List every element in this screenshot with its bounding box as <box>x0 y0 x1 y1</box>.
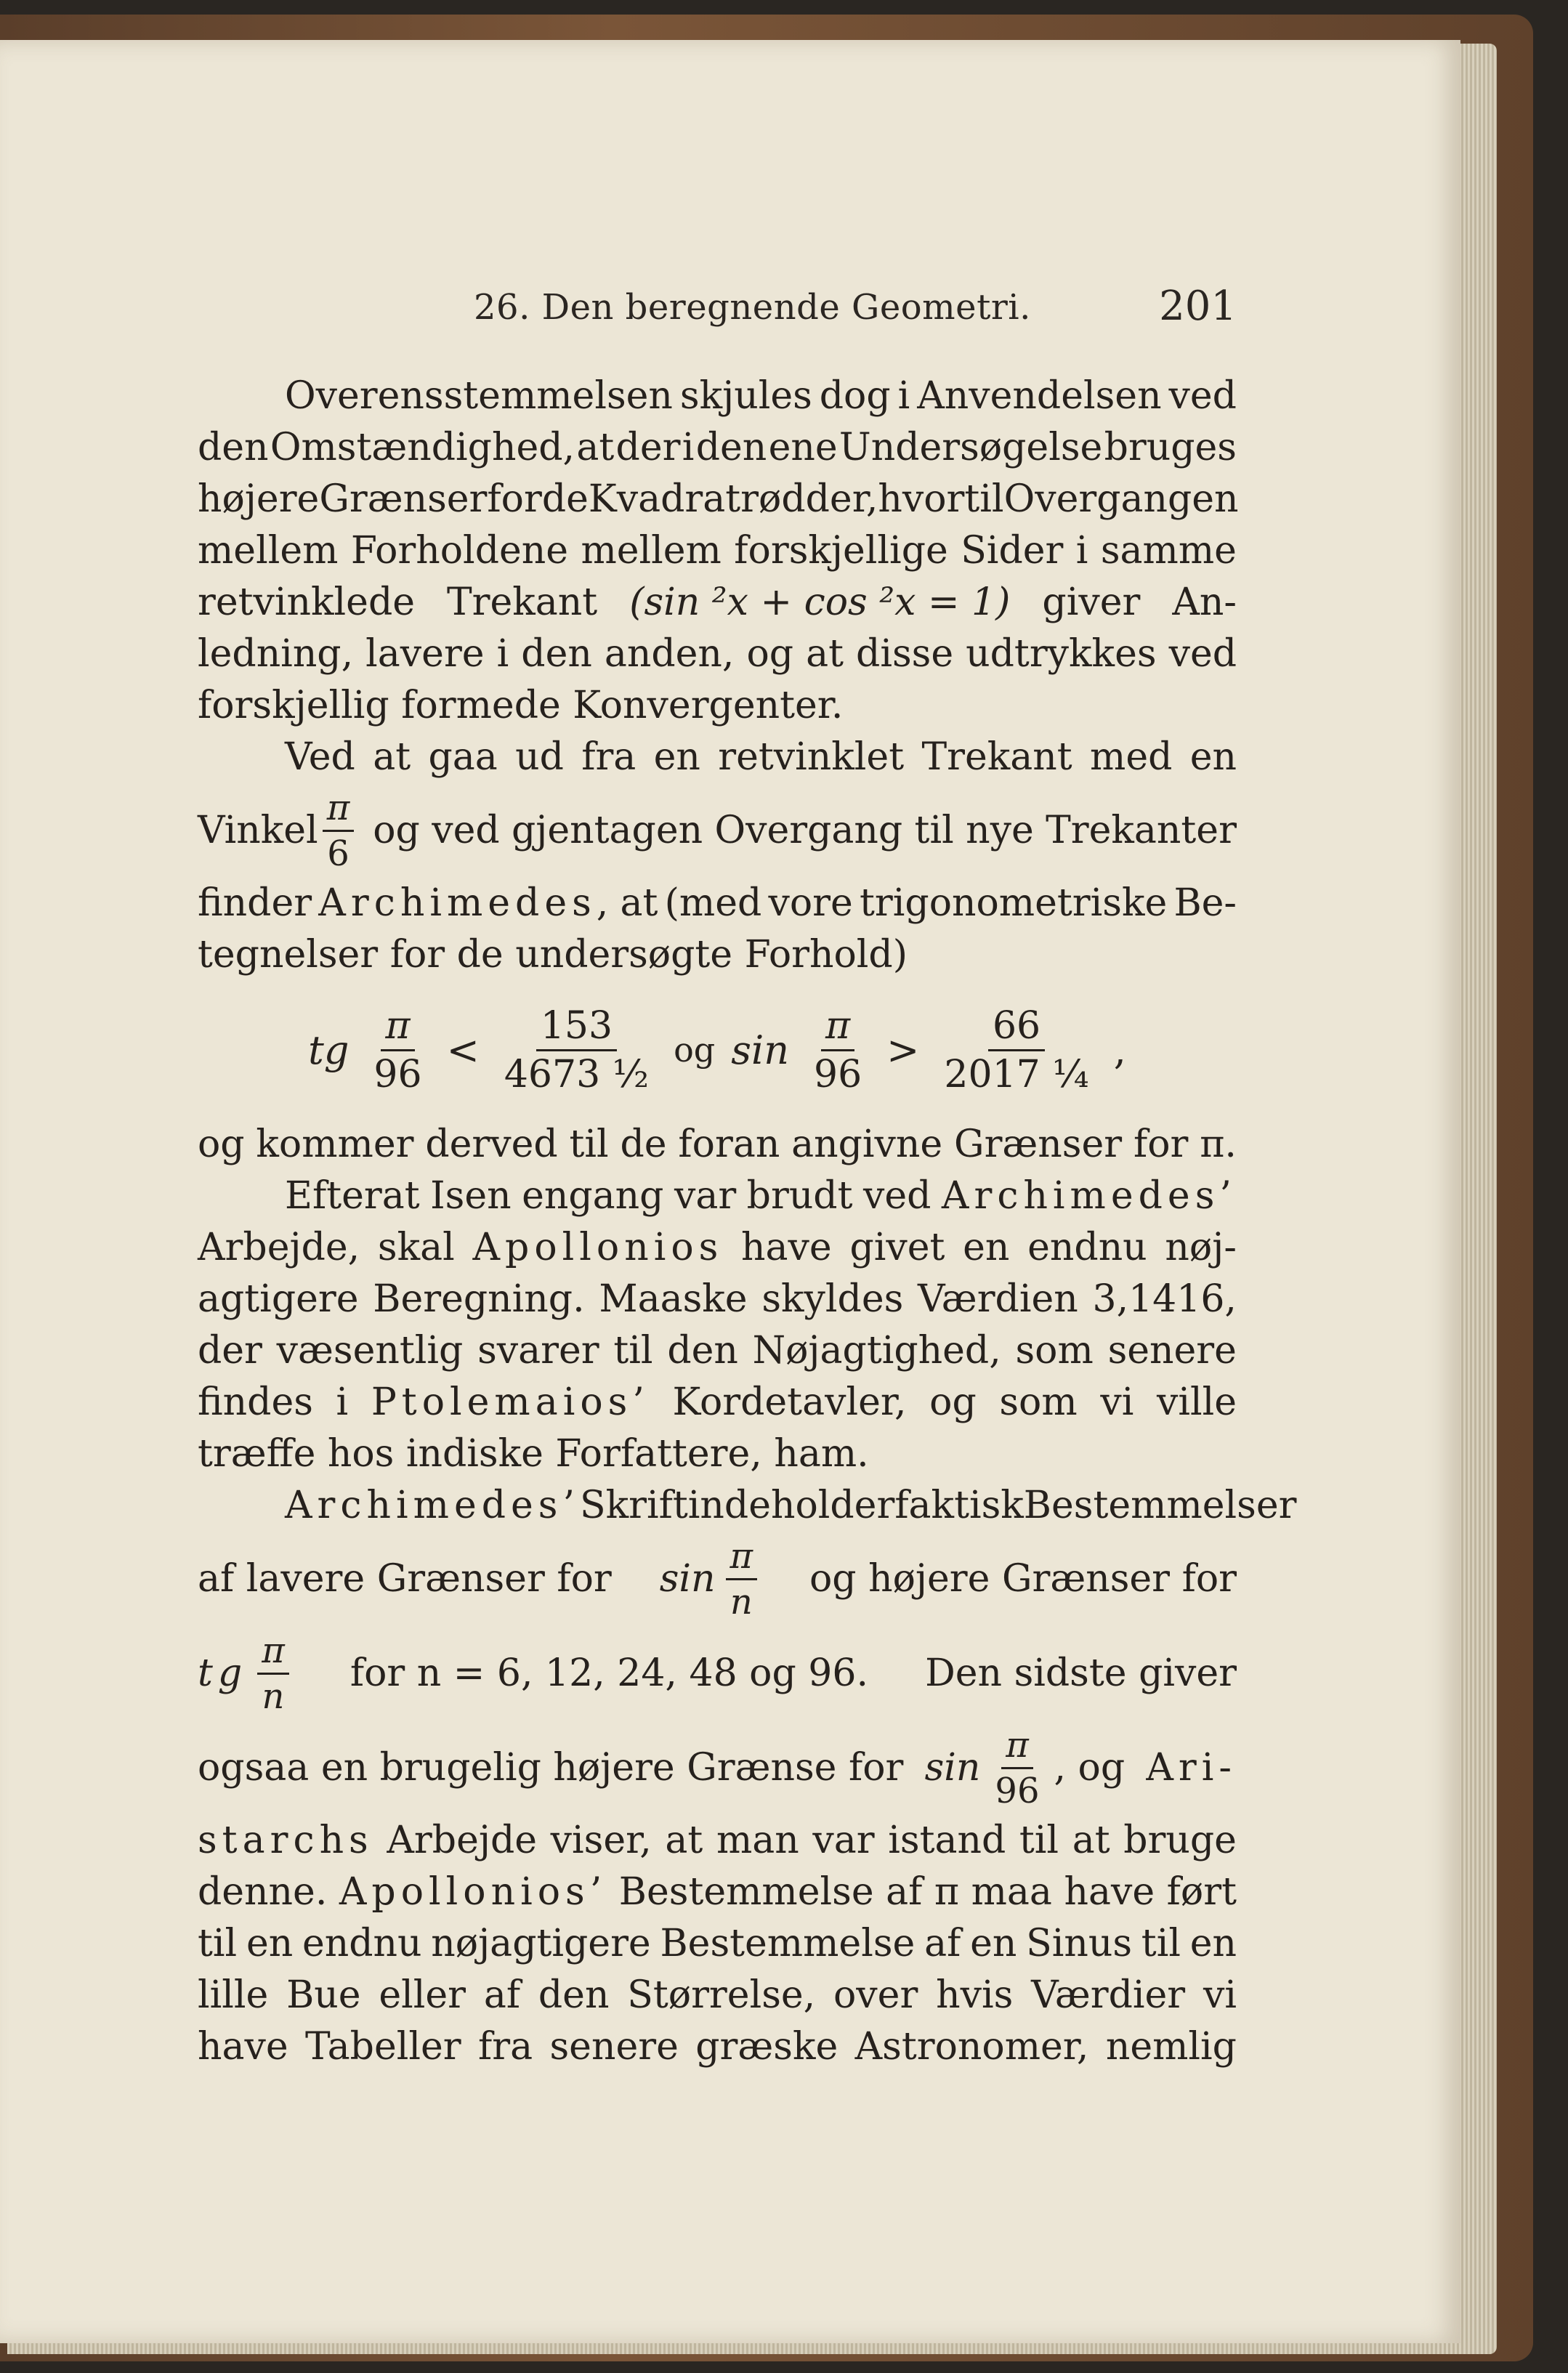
fraction-numerator: π <box>381 1007 414 1051</box>
word: anden, <box>604 632 735 676</box>
word: en <box>653 735 700 779</box>
word: Trekanter <box>1046 809 1237 852</box>
word-group: ogsaa en brugelig højere Grænse for <box>198 1746 904 1790</box>
word: en <box>1189 735 1237 779</box>
word: at <box>665 1819 703 1862</box>
word: (med <box>664 881 762 925</box>
word: giver <box>1042 581 1141 624</box>
text-line <box>198 732 1237 783</box>
text-line <box>198 1377 1237 1428</box>
chapter-title: 26. Den beregnende Geometri. <box>474 287 1031 328</box>
word: med <box>1090 735 1173 779</box>
word: maa <box>971 1870 1052 1914</box>
word: endnu <box>302 1922 422 1965</box>
greater-than-sign: > <box>886 1027 920 1073</box>
text-line <box>198 878 1237 929</box>
text-line <box>198 1171 1237 1222</box>
word: Sinus <box>1026 1922 1133 1965</box>
fraction-numerator: π <box>257 1633 289 1675</box>
text-line <box>198 1274 1237 1325</box>
word: Maaske <box>599 1277 748 1321</box>
word: have <box>198 2025 288 2069</box>
word: ved <box>1168 632 1237 676</box>
word: kommer <box>256 1123 414 1166</box>
running-header <box>198 283 1237 338</box>
word: at <box>373 735 411 779</box>
fraction-denominator: 2017 ¼ <box>944 1052 1089 1096</box>
word: skal <box>377 1226 455 1269</box>
word: der <box>198 1329 262 1373</box>
text-line <box>198 577 1237 628</box>
word: i <box>496 632 509 676</box>
word: skjules <box>679 374 812 418</box>
word: lille <box>198 1973 269 2017</box>
word: Overgang <box>714 809 903 852</box>
word: nye <box>966 809 1034 852</box>
word: mellem <box>581 529 722 573</box>
word: til <box>1141 1922 1181 1965</box>
word: var <box>674 1174 737 1218</box>
word: højere <box>198 477 320 521</box>
word: Bestemmelse <box>660 1922 916 1965</box>
word: og <box>373 809 420 852</box>
word: at <box>620 881 658 925</box>
word: vi <box>1203 1973 1237 2017</box>
word: græske <box>695 2025 838 2069</box>
word-group: af lavere Grænser for <box>198 1557 612 1601</box>
word: findes <box>198 1380 313 1424</box>
word-group: , og <box>1054 1746 1126 1790</box>
word-group: og højere Grænser for <box>809 1557 1237 1601</box>
word: Trekant <box>921 735 1072 779</box>
text-line <box>198 1970 1237 2021</box>
word: mellem <box>198 529 339 573</box>
word: Skrift <box>580 1484 688 1527</box>
sin-symbol: sin <box>659 1557 716 1601</box>
word: Værdier <box>1031 1973 1186 2017</box>
word: svarer <box>477 1329 599 1373</box>
word: Bestemmelser <box>1023 1484 1297 1527</box>
word: ud <box>515 735 564 779</box>
word: agtigere <box>198 1277 359 1321</box>
word: gaa <box>428 735 498 779</box>
word: vore <box>768 881 853 925</box>
word: ledning, <box>198 632 354 676</box>
fraction-pi-over-96 <box>369 1003 426 1096</box>
word: samme <box>1100 529 1237 573</box>
word: brudt <box>746 1174 853 1218</box>
word: der <box>615 426 681 469</box>
word: Overensstemmelsen <box>285 374 673 418</box>
word: Vinkel <box>198 809 318 852</box>
word: ved <box>1168 374 1237 418</box>
word: i <box>336 1380 349 1424</box>
word: forskjellige <box>734 529 948 573</box>
word: endnu <box>1027 1226 1147 1269</box>
word-group <box>373 783 1237 878</box>
sin-pi-over-n <box>660 1532 761 1626</box>
word: Isen <box>430 1174 512 1218</box>
tg-pi-over-n <box>198 1626 294 1721</box>
text-line <box>198 371 1237 422</box>
word: Omstændighed, <box>270 426 575 469</box>
display-formula <box>198 981 1237 1119</box>
word: Værdien <box>918 1277 1078 1321</box>
word: Be- <box>1173 881 1237 925</box>
word: af <box>483 1973 521 2017</box>
word: nøj- <box>1165 1226 1237 1269</box>
fraction-numerator: 66 <box>988 1007 1045 1051</box>
fraction-pi-over-n <box>257 1630 289 1717</box>
word: for <box>1133 1123 1189 1166</box>
word: Ved <box>285 735 355 779</box>
fraction-denominator: 6 <box>327 833 349 874</box>
text-line-fraction <box>198 783 1237 878</box>
word: bruges <box>1104 426 1237 469</box>
word: have <box>741 1226 832 1269</box>
text-line: træffe hos indiske Forfattere, ham. <box>198 1432 869 1476</box>
text-line <box>198 1119 1237 1171</box>
word: i <box>1075 529 1088 573</box>
text-line <box>198 1222 1237 1274</box>
word: fra <box>478 2025 533 2069</box>
fraction-153 <box>500 1003 653 1096</box>
word: de <box>541 477 589 521</box>
text-line <box>198 1325 1237 1377</box>
word: hvis <box>936 1973 1014 2017</box>
fraction-numerator: π <box>323 791 355 832</box>
fraction-pi-over-n <box>726 1535 758 1622</box>
word: at <box>1072 1819 1110 1862</box>
word: Undersøgelse <box>838 426 1103 469</box>
word: skyldes <box>761 1277 904 1321</box>
text-line <box>198 1918 1237 1970</box>
word: Apollonios <box>472 1226 724 1269</box>
word: Beregning. <box>373 1277 585 1321</box>
word: faktisk <box>894 1484 1024 1527</box>
tg-symbol: tg <box>308 1027 349 1073</box>
word: Grænser <box>954 1123 1123 1166</box>
book-page <box>0 40 1460 2343</box>
word: Sider <box>961 529 1064 573</box>
fraction-numerator: π <box>1001 1728 1033 1769</box>
word: og <box>929 1380 977 1424</box>
word: finder <box>198 881 312 925</box>
word: starchs <box>198 1819 373 1862</box>
word: Arbejde <box>387 1819 538 1862</box>
word: Nøjagtighed, <box>752 1329 1001 1373</box>
word: en <box>970 1922 1017 1965</box>
word: Astronomer, <box>854 2025 1089 2069</box>
text-line <box>198 474 1237 525</box>
word: til <box>914 809 954 852</box>
word: derved <box>425 1123 558 1166</box>
fraction-denominator: 96 <box>373 1052 422 1096</box>
word: i <box>682 426 695 469</box>
text-line <box>198 2021 1237 2073</box>
word: nemlig <box>1105 2025 1237 2069</box>
text-line <box>198 1867 1237 1918</box>
word: man <box>716 1819 799 1862</box>
word: denne. <box>198 1870 328 1914</box>
text-line: forskjellig formede Konvergenter. <box>198 684 844 727</box>
word: (sin ²x + cos ²x = 1) <box>629 581 1011 624</box>
text-line <box>198 1815 1237 1867</box>
word: i <box>897 374 910 418</box>
word-group: for n = 6, 12, 24, 48 og 96. <box>349 1652 868 1695</box>
word: Ptolemaios’ <box>371 1380 650 1424</box>
fraction-pi-over-6 <box>323 787 355 874</box>
text-line-fraction <box>198 1721 1237 1815</box>
word: af <box>924 1922 961 1965</box>
word: og <box>746 632 794 676</box>
word: bruge <box>1123 1819 1237 1862</box>
word: en <box>246 1922 294 1965</box>
fraction-numerator: 153 <box>536 1007 617 1051</box>
word: fra <box>581 735 637 779</box>
tg-symbol: tg <box>198 1652 248 1695</box>
text-line-fraction <box>198 1626 1237 1721</box>
fraction-66 <box>939 1003 1093 1096</box>
word: istand <box>888 1819 1006 1862</box>
word: at <box>806 632 844 676</box>
word: Trekant <box>446 581 598 624</box>
less-than-sign: < <box>446 1027 480 1073</box>
word: den <box>538 1973 610 2017</box>
word: den <box>198 426 269 469</box>
sin-symbol: sin <box>924 1746 981 1790</box>
word: ved <box>432 809 500 852</box>
word: vi <box>1100 1380 1134 1424</box>
word: Archimedes, <box>318 881 614 925</box>
word: angivne <box>791 1123 943 1166</box>
word: Størrelse, <box>627 1973 816 2017</box>
fraction-denominator: n <box>730 1581 753 1622</box>
word: foran <box>678 1123 780 1166</box>
fraction-denominator: n <box>262 1675 285 1717</box>
word: senere <box>549 2025 679 2069</box>
word: indeholder <box>687 1484 895 1527</box>
word: var <box>812 1819 875 1862</box>
word: π <box>934 1870 960 1914</box>
text-line <box>198 422 1237 474</box>
word: Arbejde, <box>198 1226 360 1269</box>
word: Overgangen <box>1003 477 1239 521</box>
fraction-denominator: 4673 ½ <box>504 1052 650 1096</box>
word: af <box>886 1870 923 1914</box>
word: som <box>999 1380 1078 1424</box>
word: for <box>487 477 542 521</box>
word: som <box>1015 1329 1094 1373</box>
word: udtrykkes <box>966 632 1157 676</box>
body-text <box>198 371 1297 2073</box>
word: ene <box>768 426 838 469</box>
word: den <box>521 632 592 676</box>
text-line <box>198 628 1237 680</box>
sin-symbol: sin <box>731 1027 789 1073</box>
word: ført <box>1166 1870 1237 1914</box>
word-group: Den sidste giver <box>925 1652 1237 1695</box>
word: til <box>569 1123 609 1166</box>
word: Ari- <box>1146 1746 1237 1790</box>
word: π. <box>1200 1123 1237 1166</box>
word: Archimedes’ <box>941 1174 1237 1218</box>
text-line-fraction <box>198 1532 1237 1626</box>
word: ville <box>1156 1380 1237 1424</box>
word: Bue <box>286 1973 361 2017</box>
word: hvortil <box>878 477 1004 521</box>
word: dog <box>819 374 891 418</box>
word: Apollonios’ <box>339 1870 607 1914</box>
word: Grænser <box>319 477 488 521</box>
word: den <box>667 1329 738 1373</box>
word-og: og <box>674 1030 716 1070</box>
sin-pi-over-96 <box>925 1721 1126 1815</box>
word: 3,1416, <box>1092 1277 1237 1321</box>
word: Archimedes’ <box>285 1484 581 1527</box>
comma: , <box>1113 1027 1126 1073</box>
text-line <box>198 1480 1297 1532</box>
word: ved <box>862 1174 931 1218</box>
word: nøjagtigere <box>431 1922 651 1965</box>
word: og <box>198 1123 245 1166</box>
word: en <box>963 1226 1010 1269</box>
word: senere <box>1107 1329 1237 1373</box>
word: givet <box>849 1226 945 1269</box>
word: over <box>833 1973 918 2017</box>
word: Kordetavler, <box>672 1380 907 1424</box>
word: de <box>620 1123 667 1166</box>
word: have <box>1064 1870 1155 1914</box>
word: Kvadratrødder, <box>588 477 878 521</box>
word: væsentlig <box>276 1329 464 1373</box>
word: til <box>613 1329 653 1373</box>
word: til <box>1019 1819 1059 1862</box>
word: trigonometriske <box>860 881 1168 925</box>
word: at <box>576 426 615 469</box>
fraction-denominator: 96 <box>995 1770 1040 1811</box>
word: Efterat <box>285 1174 420 1218</box>
word: gjentagen <box>511 809 703 852</box>
word: engang <box>522 1174 664 1218</box>
fraction-numerator: π <box>821 1007 854 1051</box>
word: Anvendelsen <box>917 374 1162 418</box>
word: disse <box>856 632 954 676</box>
page-number: 201 <box>1159 283 1237 330</box>
word: den <box>695 426 767 469</box>
word: Bestemmelse <box>618 1870 874 1914</box>
fraction-pi-over-96 <box>990 1724 1043 1811</box>
text-line: tegnelser for de undersøgte Forhold) <box>198 933 908 977</box>
fraction-pi-over-96 <box>809 1003 866 1096</box>
word: en <box>1189 1922 1237 1965</box>
word: til <box>198 1922 238 1965</box>
word: eller <box>379 1973 466 2017</box>
text-line <box>198 525 1237 577</box>
word: Tabeller <box>305 2025 461 2069</box>
word: An- <box>1172 581 1237 624</box>
word: retvinklet <box>718 735 905 779</box>
fraction-denominator: 96 <box>814 1052 862 1096</box>
fraction-numerator: π <box>726 1539 758 1580</box>
word: viser, <box>550 1819 652 1862</box>
word: Forholdene <box>350 529 569 573</box>
word: retvinklede <box>198 581 415 624</box>
word: lavere <box>365 632 485 676</box>
